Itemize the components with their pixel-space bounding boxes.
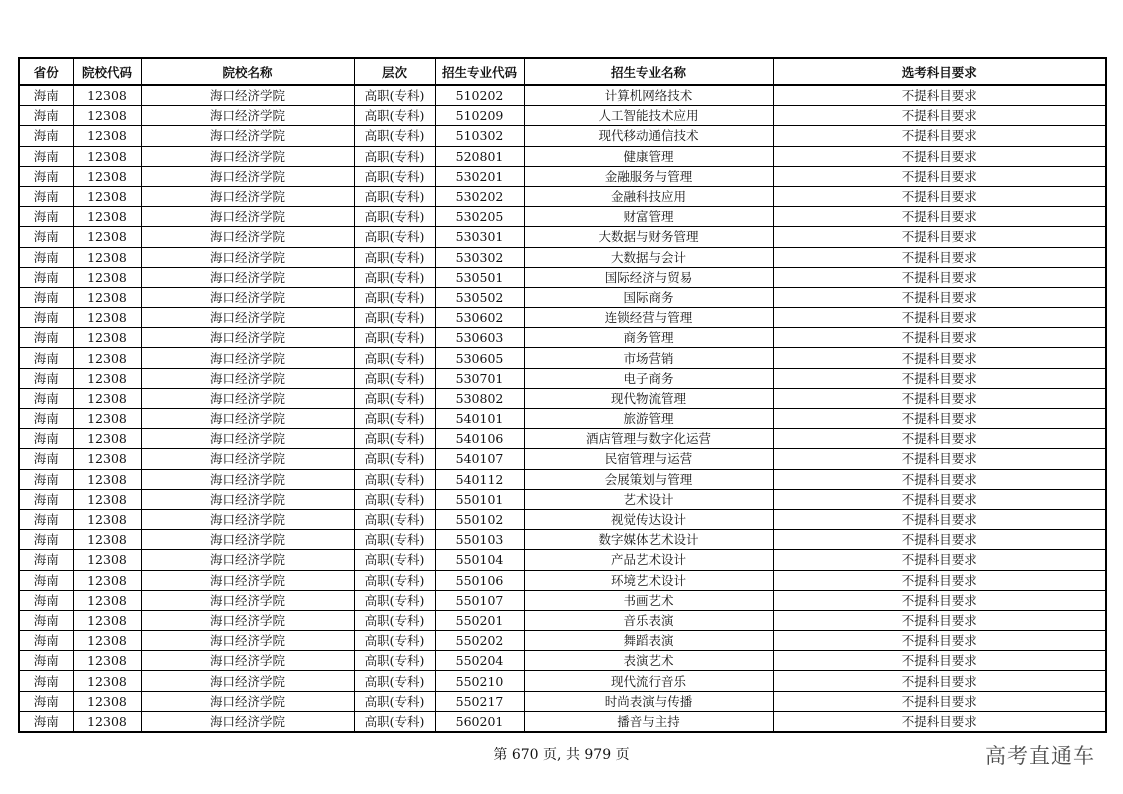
cell-level: 高职(专科) bbox=[354, 85, 435, 106]
cell-level: 高职(专科) bbox=[354, 146, 435, 166]
table-row bbox=[19, 388, 1106, 408]
cell-school-name: 海口经济学院 bbox=[141, 227, 354, 247]
cell-major-code: 550204 bbox=[435, 651, 524, 671]
cell-school-code: 12308 bbox=[73, 610, 141, 630]
header-major-name: 招生专业名称 bbox=[524, 58, 773, 85]
cell-province: 海南 bbox=[19, 85, 73, 106]
cell-major-code: 540107 bbox=[435, 449, 524, 469]
cell-school-name: 海口经济学院 bbox=[141, 429, 354, 449]
cell-school-name: 海口经济学院 bbox=[141, 328, 354, 348]
cell-school-name: 海口经济学院 bbox=[141, 348, 354, 368]
cell-level: 高职(专科) bbox=[354, 207, 435, 227]
cell-subject-requirement: 不提科目要求 bbox=[773, 530, 1106, 550]
cell-province: 海南 bbox=[19, 550, 73, 570]
cell-school-name: 海口经济学院 bbox=[141, 368, 354, 388]
cell-subject-requirement: 不提科目要求 bbox=[773, 550, 1106, 570]
cell-school-code: 12308 bbox=[73, 509, 141, 529]
cell-subject-requirement: 不提科目要求 bbox=[773, 388, 1106, 408]
cell-subject-requirement: 不提科目要求 bbox=[773, 509, 1106, 529]
header-school-name: 院校名称 bbox=[141, 58, 354, 85]
cell-school-code: 12308 bbox=[73, 570, 141, 590]
cell-school-code: 12308 bbox=[73, 247, 141, 267]
cell-school-code: 12308 bbox=[73, 146, 141, 166]
cell-school-code: 12308 bbox=[73, 85, 141, 106]
cell-school-code: 12308 bbox=[73, 429, 141, 449]
cell-province: 海南 bbox=[19, 671, 73, 691]
cell-school-code: 12308 bbox=[73, 550, 141, 570]
cell-province: 海南 bbox=[19, 651, 73, 671]
table-row bbox=[19, 247, 1106, 267]
cell-major-code: 510202 bbox=[435, 85, 524, 106]
cell-school-code: 12308 bbox=[73, 328, 141, 348]
cell-school-name: 海口经济学院 bbox=[141, 146, 354, 166]
cell-school-name: 海口经济学院 bbox=[141, 469, 354, 489]
table-row bbox=[19, 530, 1106, 550]
cell-major-name: 电子商务 bbox=[524, 368, 773, 388]
cell-subject-requirement: 不提科目要求 bbox=[773, 429, 1106, 449]
cell-major-name: 财富管理 bbox=[524, 207, 773, 227]
cell-major-name: 旅游管理 bbox=[524, 409, 773, 429]
cell-major-name: 现代移动通信技术 bbox=[524, 126, 773, 146]
cell-major-code: 530202 bbox=[435, 186, 524, 206]
cell-subject-requirement: 不提科目要求 bbox=[773, 267, 1106, 287]
cell-subject-requirement: 不提科目要求 bbox=[773, 146, 1106, 166]
cell-major-name: 连锁经营与管理 bbox=[524, 308, 773, 328]
table-row bbox=[19, 267, 1106, 287]
cell-level: 高职(专科) bbox=[354, 227, 435, 247]
cell-level: 高职(专科) bbox=[354, 106, 435, 126]
cell-school-code: 12308 bbox=[73, 671, 141, 691]
cell-school-code: 12308 bbox=[73, 207, 141, 227]
cell-major-name: 现代物流管理 bbox=[524, 388, 773, 408]
cell-subject-requirement: 不提科目要求 bbox=[773, 85, 1106, 106]
cell-major-code: 530802 bbox=[435, 388, 524, 408]
admission-table-container bbox=[18, 57, 1105, 733]
cell-major-code: 530201 bbox=[435, 166, 524, 186]
cell-school-code: 12308 bbox=[73, 469, 141, 489]
cell-subject-requirement: 不提科目要求 bbox=[773, 711, 1106, 732]
cell-school-code: 12308 bbox=[73, 691, 141, 711]
cell-major-name: 会展策划与管理 bbox=[524, 469, 773, 489]
cell-subject-requirement: 不提科目要求 bbox=[773, 671, 1106, 691]
cell-province: 海南 bbox=[19, 106, 73, 126]
cell-major-name: 健康管理 bbox=[524, 146, 773, 166]
cell-school-name: 海口经济学院 bbox=[141, 409, 354, 429]
cell-major-name: 金融服务与管理 bbox=[524, 166, 773, 186]
cell-school-code: 12308 bbox=[73, 368, 141, 388]
cell-major-name: 人工智能技术应用 bbox=[524, 106, 773, 126]
cell-province: 海南 bbox=[19, 328, 73, 348]
table-row bbox=[19, 85, 1106, 106]
cell-major-code: 550106 bbox=[435, 570, 524, 590]
cell-subject-requirement: 不提科目要求 bbox=[773, 651, 1106, 671]
table-row bbox=[19, 106, 1106, 126]
cell-school-code: 12308 bbox=[73, 651, 141, 671]
cell-province: 海南 bbox=[19, 146, 73, 166]
cell-province: 海南 bbox=[19, 711, 73, 732]
cell-major-name: 现代流行音乐 bbox=[524, 671, 773, 691]
table-row bbox=[19, 610, 1106, 630]
cell-subject-requirement: 不提科目要求 bbox=[773, 368, 1106, 388]
cell-subject-requirement: 不提科目要求 bbox=[773, 166, 1106, 186]
header-subject-requirement: 选考科目要求 bbox=[773, 58, 1106, 85]
cell-level: 高职(专科) bbox=[354, 691, 435, 711]
table-row bbox=[19, 711, 1106, 732]
cell-province: 海南 bbox=[19, 570, 73, 590]
cell-major-name: 音乐表演 bbox=[524, 610, 773, 630]
cell-school-name: 海口经济学院 bbox=[141, 449, 354, 469]
cell-subject-requirement: 不提科目要求 bbox=[773, 631, 1106, 651]
cell-level: 高职(专科) bbox=[354, 469, 435, 489]
cell-school-name: 海口经济学院 bbox=[141, 651, 354, 671]
cell-school-code: 12308 bbox=[73, 530, 141, 550]
header-school-code: 院校代码 bbox=[73, 58, 141, 85]
cell-school-code: 12308 bbox=[73, 388, 141, 408]
cell-major-code: 530602 bbox=[435, 308, 524, 328]
cell-major-code: 510209 bbox=[435, 106, 524, 126]
cell-major-code: 530501 bbox=[435, 267, 524, 287]
cell-major-code: 530701 bbox=[435, 368, 524, 388]
cell-level: 高职(专科) bbox=[354, 348, 435, 368]
cell-level: 高职(专科) bbox=[354, 328, 435, 348]
table-row bbox=[19, 227, 1106, 247]
table-row bbox=[19, 429, 1106, 449]
cell-province: 海南 bbox=[19, 590, 73, 610]
table-row bbox=[19, 570, 1106, 590]
table-row bbox=[19, 328, 1106, 348]
cell-school-code: 12308 bbox=[73, 489, 141, 509]
cell-major-name: 民宿管理与运营 bbox=[524, 449, 773, 469]
cell-province: 海南 bbox=[19, 348, 73, 368]
cell-school-name: 海口经济学院 bbox=[141, 691, 354, 711]
table-row bbox=[19, 449, 1106, 469]
table-row bbox=[19, 409, 1106, 429]
cell-major-name: 大数据与会计 bbox=[524, 247, 773, 267]
cell-level: 高职(专科) bbox=[354, 509, 435, 529]
table-body bbox=[19, 85, 1106, 732]
cell-school-code: 12308 bbox=[73, 287, 141, 307]
cell-school-name: 海口经济学院 bbox=[141, 489, 354, 509]
cell-major-name: 计算机网络技术 bbox=[524, 85, 773, 106]
cell-major-name: 金融科技应用 bbox=[524, 186, 773, 206]
cell-major-code: 540106 bbox=[435, 429, 524, 449]
cell-major-name: 时尚表演与传播 bbox=[524, 691, 773, 711]
cell-subject-requirement: 不提科目要求 bbox=[773, 186, 1106, 206]
cell-major-name: 视觉传达设计 bbox=[524, 509, 773, 529]
table-row bbox=[19, 166, 1106, 186]
cell-major-name: 书画艺术 bbox=[524, 590, 773, 610]
cell-level: 高职(专科) bbox=[354, 308, 435, 328]
cell-major-code: 520801 bbox=[435, 146, 524, 166]
page-footer bbox=[0, 744, 1123, 764]
table-row bbox=[19, 651, 1106, 671]
table-row bbox=[19, 186, 1106, 206]
cell-subject-requirement: 不提科目要求 bbox=[773, 227, 1106, 247]
cell-school-code: 12308 bbox=[73, 126, 141, 146]
cell-major-name: 播音与主持 bbox=[524, 711, 773, 732]
cell-level: 高职(专科) bbox=[354, 388, 435, 408]
cell-subject-requirement: 不提科目要求 bbox=[773, 590, 1106, 610]
cell-subject-requirement: 不提科目要求 bbox=[773, 126, 1106, 146]
header-major-code: 招生专业代码 bbox=[435, 58, 524, 85]
cell-school-name: 海口经济学院 bbox=[141, 570, 354, 590]
cell-level: 高职(专科) bbox=[354, 409, 435, 429]
cell-major-name: 数字媒体艺术设计 bbox=[524, 530, 773, 550]
table-row bbox=[19, 691, 1106, 711]
cell-province: 海南 bbox=[19, 489, 73, 509]
cell-level: 高职(专科) bbox=[354, 449, 435, 469]
cell-major-name: 国际商务 bbox=[524, 287, 773, 307]
cell-level: 高职(专科) bbox=[354, 631, 435, 651]
cell-school-code: 12308 bbox=[73, 106, 141, 126]
cell-level: 高职(专科) bbox=[354, 267, 435, 287]
cell-major-name: 艺术设计 bbox=[524, 489, 773, 509]
cell-major-code: 540112 bbox=[435, 469, 524, 489]
cell-province: 海南 bbox=[19, 691, 73, 711]
cell-subject-requirement: 不提科目要求 bbox=[773, 449, 1106, 469]
cell-major-code: 530502 bbox=[435, 287, 524, 307]
cell-school-name: 海口经济学院 bbox=[141, 287, 354, 307]
cell-province: 海南 bbox=[19, 247, 73, 267]
cell-school-name: 海口经济学院 bbox=[141, 186, 354, 206]
cell-province: 海南 bbox=[19, 509, 73, 529]
cell-province: 海南 bbox=[19, 227, 73, 247]
cell-school-code: 12308 bbox=[73, 348, 141, 368]
cell-level: 高职(专科) bbox=[354, 530, 435, 550]
cell-major-code: 530301 bbox=[435, 227, 524, 247]
page-number-text: 第 670 页, 共 979 页 bbox=[493, 747, 630, 763]
watermark-text: 高考直通车 bbox=[985, 744, 1095, 768]
cell-major-name: 环境艺术设计 bbox=[524, 570, 773, 590]
table-row bbox=[19, 287, 1106, 307]
cell-major-code: 530603 bbox=[435, 328, 524, 348]
cell-province: 海南 bbox=[19, 631, 73, 651]
cell-major-code: 550217 bbox=[435, 691, 524, 711]
cell-school-code: 12308 bbox=[73, 267, 141, 287]
table-row bbox=[19, 590, 1106, 610]
cell-major-name: 酒店管理与数字化运营 bbox=[524, 429, 773, 449]
cell-level: 高职(专科) bbox=[354, 550, 435, 570]
cell-school-name: 海口经济学院 bbox=[141, 106, 354, 126]
cell-major-code: 540101 bbox=[435, 409, 524, 429]
cell-school-name: 海口经济学院 bbox=[141, 267, 354, 287]
cell-subject-requirement: 不提科目要求 bbox=[773, 287, 1106, 307]
table-row bbox=[19, 146, 1106, 166]
cell-province: 海南 bbox=[19, 166, 73, 186]
cell-subject-requirement: 不提科目要求 bbox=[773, 247, 1106, 267]
cell-level: 高职(专科) bbox=[354, 651, 435, 671]
cell-school-name: 海口经济学院 bbox=[141, 247, 354, 267]
cell-major-code: 550202 bbox=[435, 631, 524, 651]
table-row bbox=[19, 631, 1106, 651]
cell-school-name: 海口经济学院 bbox=[141, 308, 354, 328]
cell-province: 海南 bbox=[19, 186, 73, 206]
cell-province: 海南 bbox=[19, 308, 73, 328]
cell-major-code: 530205 bbox=[435, 207, 524, 227]
cell-school-code: 12308 bbox=[73, 590, 141, 610]
cell-subject-requirement: 不提科目要求 bbox=[773, 106, 1106, 126]
cell-school-name: 海口经济学院 bbox=[141, 509, 354, 529]
table-row bbox=[19, 509, 1106, 529]
cell-school-code: 12308 bbox=[73, 227, 141, 247]
cell-school-code: 12308 bbox=[73, 631, 141, 651]
cell-province: 海南 bbox=[19, 530, 73, 550]
cell-school-name: 海口经济学院 bbox=[141, 85, 354, 106]
cell-school-name: 海口经济学院 bbox=[141, 550, 354, 570]
table-row bbox=[19, 207, 1106, 227]
cell-school-code: 12308 bbox=[73, 308, 141, 328]
cell-school-code: 12308 bbox=[73, 409, 141, 429]
cell-province: 海南 bbox=[19, 388, 73, 408]
cell-major-code: 530605 bbox=[435, 348, 524, 368]
cell-level: 高职(专科) bbox=[354, 287, 435, 307]
cell-school-name: 海口经济学院 bbox=[141, 590, 354, 610]
cell-province: 海南 bbox=[19, 267, 73, 287]
cell-subject-requirement: 不提科目要求 bbox=[773, 469, 1106, 489]
cell-school-name: 海口经济学院 bbox=[141, 610, 354, 630]
cell-school-name: 海口经济学院 bbox=[141, 671, 354, 691]
cell-major-code: 560201 bbox=[435, 711, 524, 732]
cell-subject-requirement: 不提科目要求 bbox=[773, 691, 1106, 711]
cell-subject-requirement: 不提科目要求 bbox=[773, 308, 1106, 328]
cell-subject-requirement: 不提科目要求 bbox=[773, 328, 1106, 348]
cell-subject-requirement: 不提科目要求 bbox=[773, 207, 1106, 227]
cell-major-name: 国际经济与贸易 bbox=[524, 267, 773, 287]
cell-province: 海南 bbox=[19, 449, 73, 469]
admission-requirements-table bbox=[18, 57, 1107, 733]
cell-school-name: 海口经济学院 bbox=[141, 388, 354, 408]
cell-level: 高职(专科) bbox=[354, 671, 435, 691]
cell-province: 海南 bbox=[19, 368, 73, 388]
cell-major-code: 550104 bbox=[435, 550, 524, 570]
cell-major-name: 产品艺术设计 bbox=[524, 550, 773, 570]
cell-level: 高职(专科) bbox=[354, 489, 435, 509]
cell-major-code: 510302 bbox=[435, 126, 524, 146]
cell-major-code: 550201 bbox=[435, 610, 524, 630]
cell-subject-requirement: 不提科目要求 bbox=[773, 489, 1106, 509]
cell-school-name: 海口经济学院 bbox=[141, 631, 354, 651]
cell-province: 海南 bbox=[19, 610, 73, 630]
cell-major-name: 商务管理 bbox=[524, 328, 773, 348]
cell-subject-requirement: 不提科目要求 bbox=[773, 409, 1106, 429]
cell-school-name: 海口经济学院 bbox=[141, 126, 354, 146]
cell-subject-requirement: 不提科目要求 bbox=[773, 570, 1106, 590]
table-row bbox=[19, 469, 1106, 489]
cell-province: 海南 bbox=[19, 126, 73, 146]
table-row bbox=[19, 368, 1106, 388]
cell-subject-requirement: 不提科目要求 bbox=[773, 348, 1106, 368]
table-row bbox=[19, 126, 1106, 146]
cell-level: 高职(专科) bbox=[354, 368, 435, 388]
cell-major-name: 市场营销 bbox=[524, 348, 773, 368]
cell-level: 高职(专科) bbox=[354, 570, 435, 590]
cell-major-code: 530302 bbox=[435, 247, 524, 267]
cell-level: 高职(专科) bbox=[354, 126, 435, 146]
cell-province: 海南 bbox=[19, 287, 73, 307]
cell-level: 高职(专科) bbox=[354, 711, 435, 732]
cell-school-name: 海口经济学院 bbox=[141, 530, 354, 550]
cell-major-name: 舞蹈表演 bbox=[524, 631, 773, 651]
table-header-row bbox=[19, 58, 1106, 85]
table-row bbox=[19, 671, 1106, 691]
cell-major-name: 表演艺术 bbox=[524, 651, 773, 671]
cell-school-code: 12308 bbox=[73, 711, 141, 732]
cell-major-name: 大数据与财务管理 bbox=[524, 227, 773, 247]
cell-level: 高职(专科) bbox=[354, 590, 435, 610]
cell-province: 海南 bbox=[19, 409, 73, 429]
cell-level: 高职(专科) bbox=[354, 186, 435, 206]
cell-school-name: 海口经济学院 bbox=[141, 207, 354, 227]
cell-major-code: 550210 bbox=[435, 671, 524, 691]
cell-major-code: 550103 bbox=[435, 530, 524, 550]
header-province: 省份 bbox=[19, 58, 73, 85]
cell-level: 高职(专科) bbox=[354, 166, 435, 186]
cell-school-code: 12308 bbox=[73, 166, 141, 186]
cell-level: 高职(专科) bbox=[354, 610, 435, 630]
cell-major-code: 550107 bbox=[435, 590, 524, 610]
table-row bbox=[19, 489, 1106, 509]
cell-province: 海南 bbox=[19, 469, 73, 489]
cell-school-code: 12308 bbox=[73, 449, 141, 469]
cell-school-name: 海口经济学院 bbox=[141, 711, 354, 732]
cell-level: 高职(专科) bbox=[354, 429, 435, 449]
cell-school-code: 12308 bbox=[73, 186, 141, 206]
table-row bbox=[19, 308, 1106, 328]
cell-province: 海南 bbox=[19, 207, 73, 227]
cell-major-code: 550102 bbox=[435, 509, 524, 529]
cell-major-code: 550101 bbox=[435, 489, 524, 509]
header-level: 层次 bbox=[354, 58, 435, 85]
cell-subject-requirement: 不提科目要求 bbox=[773, 610, 1106, 630]
cell-province: 海南 bbox=[19, 429, 73, 449]
table-row bbox=[19, 348, 1106, 368]
cell-school-name: 海口经济学院 bbox=[141, 166, 354, 186]
table-row bbox=[19, 550, 1106, 570]
cell-level: 高职(专科) bbox=[354, 247, 435, 267]
